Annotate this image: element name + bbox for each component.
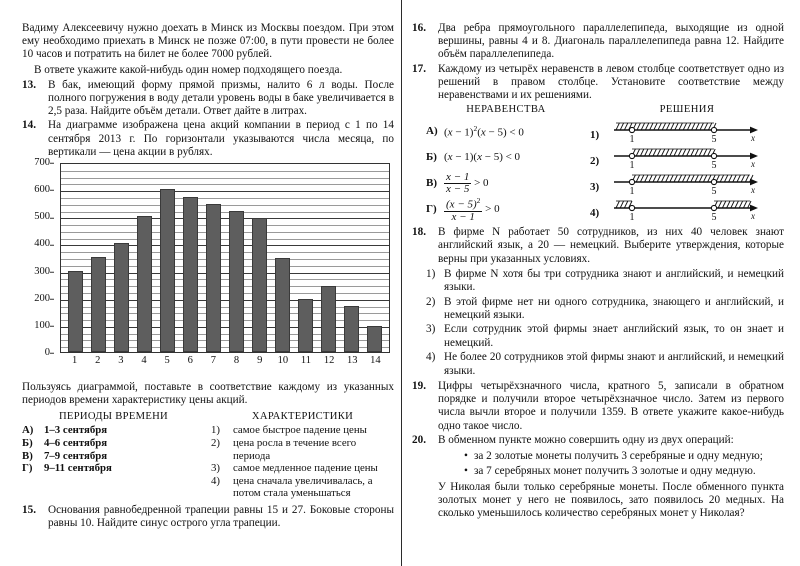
problem-18-options xyxy=(426,268,784,378)
problem-19-number: 19. xyxy=(412,380,426,393)
characteristics-column xyxy=(211,411,394,500)
problem-19-text: Цифры четырёхзначного числа, кратного 5, записали в обратном порядке и получили второе четырёхзначное число. Затем из первого числа вычли второе и получили 1359. В ответе укажите какое-нибудь одно такое число. xyxy=(438,380,784,432)
problem-20-bullet: • за 7 серебряных монет получить 3 золотые и одну медную. xyxy=(464,465,784,478)
period-item-key: Г) xyxy=(22,462,33,475)
inequality-row-a xyxy=(426,118,586,144)
inequalities-heading: НЕРАВЕНСТВА xyxy=(466,104,546,116)
problem-18-option-key: 2) xyxy=(426,295,436,308)
solutions-heading: РЕШЕНИЯ xyxy=(659,104,715,116)
problem-18 xyxy=(412,226,784,266)
problem-18-option-key: 4) xyxy=(426,351,436,364)
solution-row xyxy=(590,144,784,170)
periods-column xyxy=(22,411,205,500)
solution-open-point xyxy=(629,180,634,185)
chart-y-tick-label: 500 xyxy=(34,212,50,223)
solution-axis-label: x xyxy=(751,211,755,222)
chart-y-tick-mark xyxy=(50,299,54,300)
solution-number-line xyxy=(610,144,760,170)
characteristic-item-row xyxy=(211,462,394,475)
chart-x-tick-label: 1 xyxy=(71,355,78,367)
solution-hatching xyxy=(632,175,753,182)
solution-key: 1) xyxy=(590,129,600,142)
period-item-row xyxy=(22,462,205,475)
solution-tick-label: 5 xyxy=(711,160,717,171)
problem-17-matching xyxy=(426,104,784,222)
chart-y-tick-mark xyxy=(50,217,54,218)
chart-y-tick-mark xyxy=(50,326,54,327)
characteristic-item-value: цена сначала увеличивалась, а потом стала уменьшаться xyxy=(233,474,373,500)
chart-y-axis xyxy=(22,156,54,358)
solution-axis-label: x xyxy=(751,185,755,196)
solution-open-point xyxy=(629,128,634,133)
problem-18-option xyxy=(426,351,784,378)
period-item-value: 4–6 сентября xyxy=(44,437,108,450)
period-item-value: 1–3 сентября xyxy=(44,424,108,437)
chart-x-tick-label: 8 xyxy=(233,355,240,367)
period-item-row xyxy=(22,450,205,463)
chart-y-tick-mark xyxy=(50,163,54,164)
problem-18-text: В фирме N работает 50 сотрудников, из них 40 человек знают английский язык, а 20 — немецкий. Выберите утверждения, которые верны при указанных условиях. xyxy=(438,226,784,265)
inequality-key-g: Г) xyxy=(426,203,437,216)
problem-16-text: Два ребра прямоугольного параллелепипеда, выходящие из одной вершины, равны 4 и 8. Диагональ параллелепипеда равна 12. Найдите объём параллелепипеда. xyxy=(438,22,784,61)
problem-17-text: Каждому из четырёх неравенств в левом столбце соответствует одно из решений в правом столбце. Установите соответствие между неравенствами и их решениями. xyxy=(438,62,784,102)
solution-row xyxy=(590,196,784,222)
problem-18-option xyxy=(426,268,784,295)
characteristic-item-key: 4) xyxy=(211,474,220,487)
chart-x-tick-label: 5 xyxy=(164,355,170,367)
problem-20 xyxy=(412,434,784,447)
chart-y-tick-label: 400 xyxy=(34,239,50,250)
chart-bars xyxy=(61,164,389,352)
solution-open-point xyxy=(711,154,716,159)
inequality-expr-b: (x − 1)(x − 5) < 0 xyxy=(444,151,521,164)
period-item-value: 7–9 сентября xyxy=(44,449,108,462)
inequality-key-a: А) xyxy=(426,125,438,138)
solution-open-point xyxy=(711,206,716,211)
chart-bar xyxy=(344,306,359,352)
chart-bar xyxy=(298,299,313,352)
chart-bar xyxy=(160,189,175,352)
characteristic-item-value: самое быстрое падение цены xyxy=(233,424,367,437)
chart-bar xyxy=(367,326,382,352)
problem-20-tail-text: У Николая были только серебряные монеты. После обменного пункта золотых монет у него не появилось, зато появилось 20 медных. На сколько уменьшилось количество серебряных монет у Николая? xyxy=(438,480,784,520)
chart-x-tick-label: 2 xyxy=(95,355,101,367)
solution-row xyxy=(590,170,784,196)
problem-20-text: В обменном пункте можно совершить одну из двух операций: xyxy=(438,433,734,446)
chart-x-tick-label: 7 xyxy=(210,355,217,367)
inequality-key-v: В) xyxy=(426,177,437,190)
chart-plot-area xyxy=(60,163,390,353)
solution-tick-label: 1 xyxy=(629,212,635,223)
chart-y-tick-label: 300 xyxy=(34,266,50,277)
inequality-expr-g-fraction: $\frac{(x - 5)^2}{x - 1}$ xyxy=(446,196,481,224)
solution-tick-label: 1 xyxy=(629,134,635,145)
inequality-row-v xyxy=(426,170,586,196)
chart-x-axis xyxy=(60,354,390,367)
chart-bar xyxy=(321,286,336,353)
problem-14-after-chart-text: Пользуясь диаграммой, поставьте в соответствие каждому из указанных периодов времени характеристику цены акций. xyxy=(22,381,394,407)
solution-number-line xyxy=(610,196,760,222)
problem-18-option-key: 3) xyxy=(426,323,436,336)
inequalities-column xyxy=(426,104,586,222)
inequality-key-b: Б) xyxy=(426,151,437,164)
solutions-column xyxy=(590,104,784,222)
chart-x-tick-label: 6 xyxy=(187,355,193,367)
problem-13 xyxy=(22,79,394,119)
chart-x-tick-label: 14 xyxy=(370,355,381,367)
inequality-expr-v-rel: > 0 xyxy=(471,177,489,190)
problem-14-number: 14. xyxy=(22,119,36,132)
problem-18-option-key: 1) xyxy=(426,267,436,280)
solution-axis-label: x xyxy=(751,133,755,144)
chart-bar xyxy=(183,197,198,352)
problem-18-option-text: В фирме N хотя бы три сотрудника знают и английский, и немецкий языки. xyxy=(444,267,784,294)
characteristic-item-key: 1) xyxy=(211,424,220,437)
chart-x-tick-label: 13 xyxy=(347,355,358,367)
solution-tick-label: 5 xyxy=(711,134,717,145)
chart-y-tick-label: 0 xyxy=(45,348,50,359)
inequality-row-b xyxy=(426,144,586,170)
chart-y-tick-label: 200 xyxy=(34,293,50,304)
problem-13-number: 13. xyxy=(22,78,36,91)
period-item-key: Б) xyxy=(22,437,33,450)
characteristic-item-value: цена росла в течение всего периода xyxy=(233,437,357,462)
problem-12-answer-note: В ответе укажите какой-нибудь один номер подходящего поезда. xyxy=(34,63,343,76)
periods-heading: ПЕРИОДЫ ВРЕМЕНИ xyxy=(58,411,169,423)
problem-18-option-text: В этой фирме нет ни одного сотрудника, знающего и английский, и немецкий языки. xyxy=(444,295,784,322)
characteristics-heading: ХАРАКТЕРИСТИКИ xyxy=(251,411,354,423)
problem-18-option-text: Если сотрудник этой фирмы знает английский язык, то он знает и немецкий. xyxy=(444,323,784,349)
chart-bar xyxy=(68,271,83,352)
chart-bar xyxy=(114,243,129,352)
inequality-row-g xyxy=(426,196,586,222)
chart-x-tick-label: 3 xyxy=(118,355,124,367)
problem-14 xyxy=(22,119,394,159)
solution-tick-label: 1 xyxy=(629,186,635,197)
problem-20-number: 20. xyxy=(412,433,426,446)
solution-hatching xyxy=(632,149,715,156)
column-divider xyxy=(401,0,402,566)
characteristic-item-key: 2) xyxy=(211,437,220,450)
problem-13-text: В бак, имеющий форму прямой призмы, налито 6 л воды. После полного погружения в воду детали уровень воды в баке увеличивается в 2,5 раза. Найдите объём детали. Ответ дайте в литрах. xyxy=(48,78,394,118)
characteristic-item-row xyxy=(211,437,394,462)
problem-15 xyxy=(22,504,394,530)
period-item-key: А) xyxy=(22,424,34,437)
stock-price-bar-chart xyxy=(22,156,392,379)
solution-key: 4) xyxy=(590,207,600,220)
solution-axis-label: x xyxy=(751,159,755,170)
solution-open-point xyxy=(711,128,716,133)
characteristic-item-key: 3) xyxy=(211,462,220,475)
solution-hatching xyxy=(714,201,751,208)
problem-15-text: Основания равнобедренной трапеции равны 15 и 27. Боковые стороны равны 10. Найдите синус острого угла трапеции. xyxy=(48,504,394,530)
problem-20-bullet: • за 2 золотые монеты получить 3 серебряные и одну медную; xyxy=(464,450,784,463)
period-item-value: 9–11 сентября xyxy=(44,462,112,475)
solution-number-line xyxy=(610,170,760,196)
chart-bar xyxy=(252,218,267,352)
characteristic-item-value: самое медленное падение цены xyxy=(233,462,378,475)
inequality-expr-a: $(x - 1)^2(x - 5) < 0$ xyxy=(444,123,524,139)
characteristic-item-row xyxy=(211,424,394,437)
chart-y-tick-mark xyxy=(50,190,54,191)
chart-y-tick-label: 700 xyxy=(34,158,50,169)
problem-14-matching-table xyxy=(22,411,394,500)
solution-open-point xyxy=(629,154,634,159)
problem-19 xyxy=(412,380,784,433)
problem-20-bullets xyxy=(424,450,784,478)
solution-tick-label: 5 xyxy=(711,212,717,223)
period-item-row xyxy=(22,437,205,450)
chart-bar xyxy=(137,216,152,352)
problem-18-option xyxy=(426,323,784,350)
solution-number-line xyxy=(610,118,760,144)
chart-bar xyxy=(229,211,244,352)
period-item-key: В) xyxy=(22,449,33,462)
inequality-expr-v-fraction: $\frac{x - 1}{x - 5}$ xyxy=(446,170,470,195)
chart-bar xyxy=(91,257,106,352)
chart-bar xyxy=(275,258,290,352)
solution-open-point xyxy=(711,180,716,185)
chart-x-tick-label: 9 xyxy=(257,355,263,367)
solution-open-point xyxy=(629,206,634,211)
problem-16-number: 16. xyxy=(412,22,426,34)
chart-y-tick-mark xyxy=(50,353,54,354)
problem-17-number: 17. xyxy=(412,62,426,75)
chart-y-tick-label: 100 xyxy=(34,321,50,332)
right-column xyxy=(412,0,784,523)
solution-key: 2) xyxy=(590,155,600,168)
chart-x-tick-label: 11 xyxy=(300,355,312,367)
chart-y-tick-mark xyxy=(50,272,54,273)
solution-tick-label: 5 xyxy=(711,186,717,197)
problem-18-number: 18. xyxy=(412,226,426,239)
chart-x-tick-label: 4 xyxy=(141,355,147,367)
problem-18-option xyxy=(426,296,784,323)
problem-18-option-text: Не более 20 сотрудников этой фирмы знают и английский, и немецкий языки. xyxy=(444,351,784,377)
problem-14-text: На диаграмме изображена цена акций компании в период с 1 по 14 сентября 2013 г. По горизонтали указываются числа месяца, по вертикали — цена акции в рублях. xyxy=(48,119,394,158)
period-item-row xyxy=(22,424,205,437)
characteristic-item-row xyxy=(211,475,394,500)
solution-tick-label: 1 xyxy=(629,160,635,171)
problem-15-number: 15. xyxy=(22,504,36,516)
inequality-expr-g-rel: > 0 xyxy=(482,203,500,216)
solution-row xyxy=(590,118,784,144)
problem-16 xyxy=(412,22,784,62)
chart-bar xyxy=(206,204,221,352)
left-column xyxy=(22,0,394,531)
chart-y-tick-label: 600 xyxy=(34,185,50,196)
problem-17 xyxy=(412,63,784,103)
chart-y-tick-mark xyxy=(50,244,54,245)
problem-12-tail-text: Вадиму Алексеевичу нужно доехать в Минск из Москвы поездом. При этом ему необходимо приехать в Минск не позже 07:00, в пути провести не более 10 часов и потратить на билет не более 7000 рублей. xyxy=(22,22,394,61)
chart-x-tick-label: 12 xyxy=(323,355,335,367)
chart-x-tick-label: 10 xyxy=(277,355,289,367)
solution-key: 3) xyxy=(590,181,600,194)
